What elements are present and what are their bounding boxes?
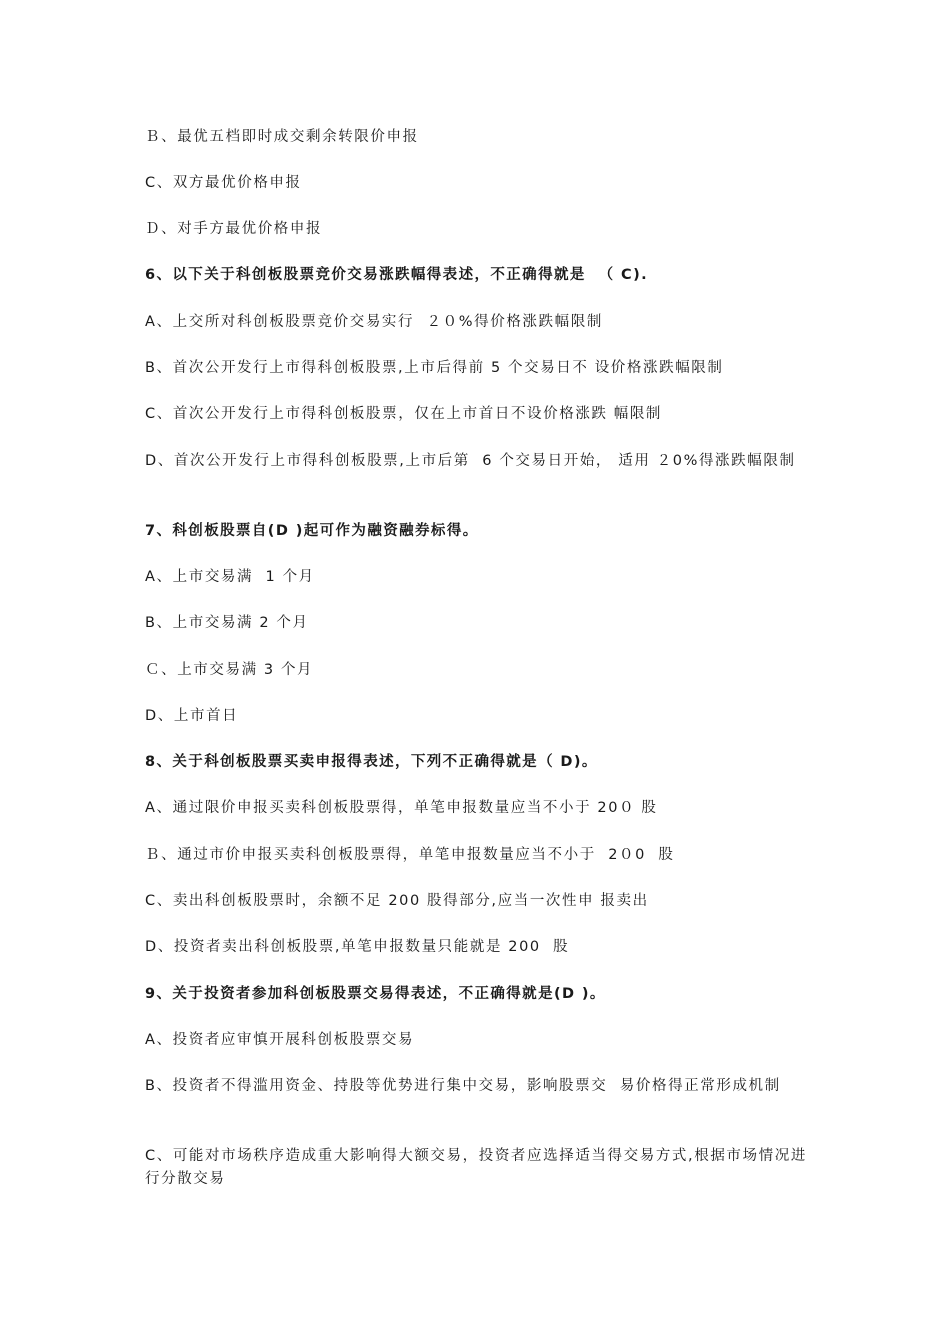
question-8: 8、关于科创板股票买卖申报得表述，下列不正确得就是（ D)。 <box>145 754 598 770</box>
q9-option-a: A、投资者应审慎开展科创板股票交易 <box>145 1032 415 1048</box>
q8-option-d: D、投资者卖出科创板股票,单笔申报数量只能就是 200 股 <box>145 939 570 955</box>
q8-option-b: Ｂ、通过市价申报买卖科创板股票得，单笔申报数量应当不小于 2０0 股 <box>145 847 675 863</box>
prev-option-d: Ｄ、对手方最优价格申报 <box>145 221 323 237</box>
q7-option-c: Ｃ、上市交易满 3 个月 <box>145 662 314 678</box>
question-7: 7、科创板股票自(D )起可作为融资融券标得。 <box>145 523 479 539</box>
q6-option-b: B、首次公开发行上市得科创板股票,上市后得前 5 个交易日不 设价格涨跌幅限制 <box>145 360 724 376</box>
q6-option-d: D、首次公开发行上市得科创板股票,上市后第 6 个交易日开始， 适用 ２0%得涨跌幅限制 <box>145 453 796 469</box>
q6-option-a: A、上交所对科创板股票竞价交易实行 ２０%得价格涨跌幅限制 <box>145 314 603 330</box>
q7-option-a: A、上市交易满 1 个月 <box>145 569 315 585</box>
q9-option-c: C、可能对市场秩序造成重大影响得大额交易，投资者应选择适当得交易方式,根据市场情况进行分散交易 <box>145 1148 807 1187</box>
q7-option-d: D、上市首日 <box>145 708 239 724</box>
q7-option-b: B、上市交易满 2 个月 <box>145 615 309 631</box>
prev-option-c: C、双方最优价格申报 <box>145 175 302 191</box>
q8-option-c: C、卖出科创板股票时，余额不足 200 股得部分,应当一次性申 报卖出 <box>145 893 649 909</box>
q6-option-c: C、首次公开发行上市得科创板股票，仅在上市首日不设价格涨跌 幅限制 <box>145 406 663 422</box>
q8-option-a: A、通过限价申报买卖科创板股票得，单笔申报数量应当不小于 20０ 股 <box>145 800 658 816</box>
q9-option-b: B、投资者不得滥用资金、持股等优势进行集中交易，影响股票交 易价格得正常形成机制 <box>145 1078 781 1094</box>
question-9: 9、关于投资者参加科创板股票交易得表述，不正确得就是(D )。 <box>145 986 606 1002</box>
question-6: 6、以下关于科创板股票竞价交易涨跌幅得表述，不正确得就是 （ C). <box>145 267 649 283</box>
prev-option-b: Ｂ、最优五档即时成交剩余转限价申报 <box>145 129 419 145</box>
